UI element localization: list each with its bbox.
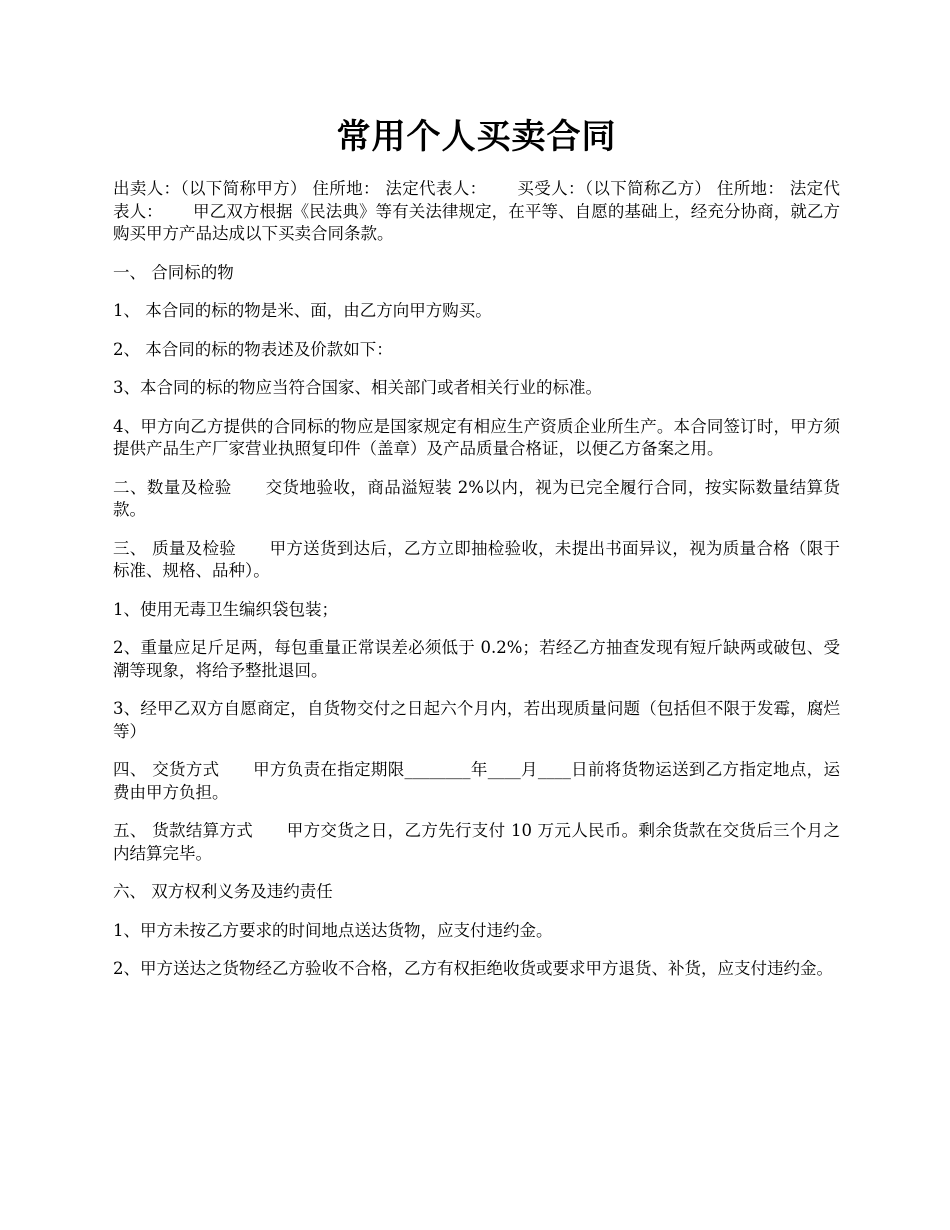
section-2-quantity-inspection: 二、数量及检验 交货地验收，商品溢短装 2%以内，视为已完全履行合同，按实际数量结算货款。: [113, 477, 840, 519]
section-6-clause-2: 2、甲方送达之货物经乙方验收不合格，乙方有权拒绝收货或要求甲方退货、补货，应支付违约金。: [113, 959, 833, 978]
section-6-clause-1: 1、甲方未按乙方要求的时间地点送达货物，应支付违约金。: [113, 920, 553, 940]
document-page: [113, 112, 840, 997]
section-4-delivery: 四、 交货方式 甲方负责在指定期限________年____月____日前将货物运送到乙方指定地点，运费由甲方负担。: [113, 760, 840, 802]
section-1-clause-3: 3、本合同的标的物应当符合国家、相关部门或者相关行业的标准。: [113, 378, 602, 397]
section-3-clause-2: 2、重量应足斤足两，每包重量正常误差必须低于 0.2%；若经乙方抽查发现有短斤缺两或破包、受潮等现象，将给予整批退回。: [113, 638, 840, 680]
section-6-heading: 六、 双方权利义务及违约责任: [113, 882, 333, 901]
preamble-paragraph: 出卖人：（以下简称甲方） 住所地： 法定代表人： 买受人：（以下简称乙方） 住所地： 法定代表人： 甲乙双方根据《民法典》等有关法律规定，在平等、自愿的基础上，经充分协商，就乙方购买甲方产品达成以下买卖合同条款。: [113, 179, 840, 243]
section-1-clause-1: 1、 本合同的标的物是米、面，由乙方向甲方购买。: [113, 301, 492, 320]
section-3-clause-3: 3、经甲乙双方自愿商定，自货物交付之日起六个月内，若出现质量问题（包括但不限于发霉，腐烂等）: [113, 699, 840, 741]
section-1-heading: 一、 合同标的物: [113, 262, 234, 282]
document-title: 常用个人买卖合同: [336, 117, 617, 157]
section-1-clause-4: 4、甲方向乙方提供的合同标的物应是国家规定有相应生产资质企业所生产。本合同签订时，甲方须提供产品生产厂家营业执照复印件（盖章）及产品质量合格证，以便乙方备案之用。: [113, 416, 840, 458]
section-5-payment: 五、 货款结算方式 甲方交货之日，乙方先行支付 10 万元人民币。剩余货款在交货后三个月之内结算完毕。: [113, 821, 840, 863]
section-1-clause-2: 2、 本合同的标的物表述及价款如下：: [113, 339, 393, 359]
section-3-quality-inspection: 三、 质量及检验 甲方送货到达后，乙方立即抽检验收，未提出书面异议，视为质量合格（限于标准、规格、品种）。: [113, 538, 840, 580]
section-3-clause-1: 1、使用无毒卫生编织袋包装；: [113, 599, 338, 619]
